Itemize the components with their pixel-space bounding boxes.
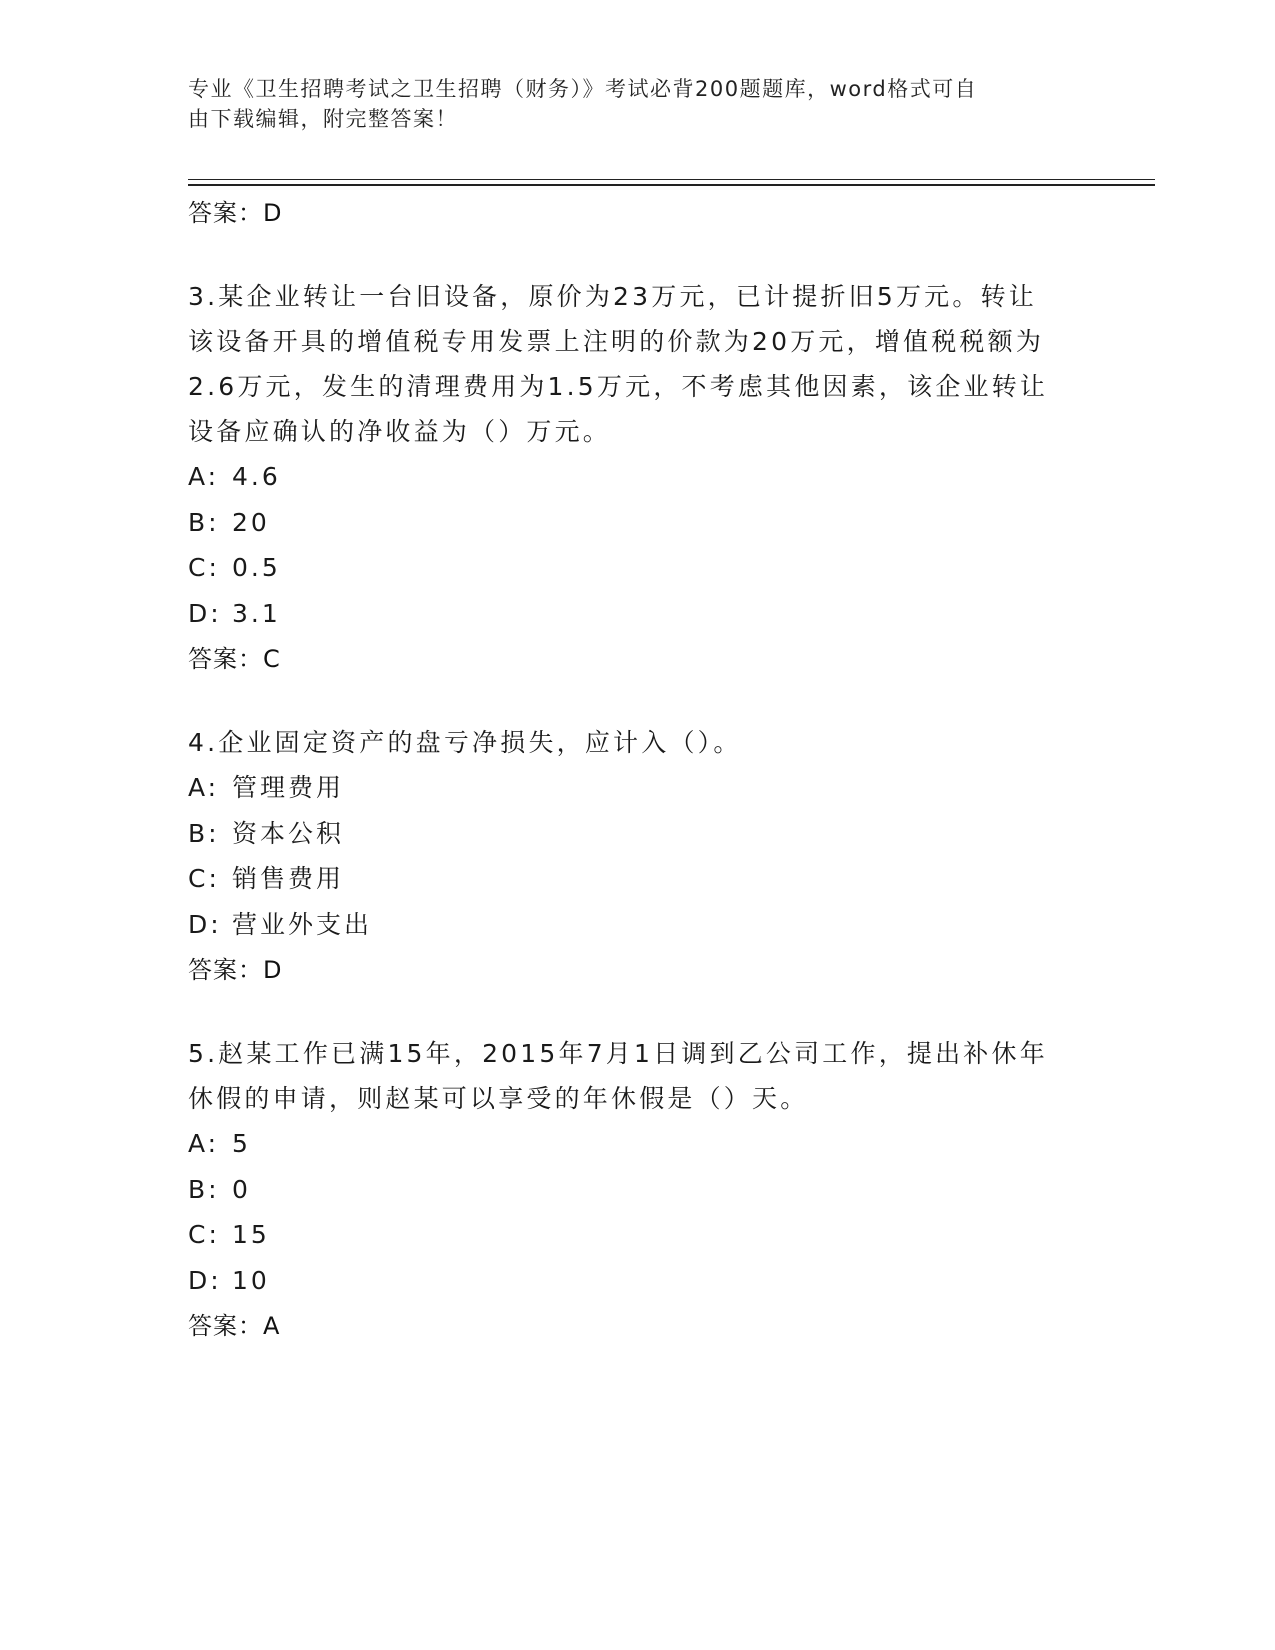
header-divider-thin: [188, 179, 1155, 180]
option-text: 资本公积: [232, 818, 345, 848]
answer-line: 答案：D: [188, 199, 283, 227]
option-d: [188, 591, 1088, 637]
option-text: 10: [232, 1265, 270, 1295]
option-text: 管理费用: [232, 773, 345, 802]
option-d: [188, 902, 1088, 948]
option-b: [188, 811, 1088, 857]
question-text-line: 设备应确认的净收益为（）万元。: [188, 417, 612, 446]
option-key: A:: [188, 1129, 220, 1158]
option-key: D:: [188, 1265, 222, 1295]
question-text-line: 休假的申请，则赵某可以享受的年休假是（）天。: [188, 1084, 809, 1113]
answer-line: 答案：C: [188, 645, 281, 673]
option-text: 20: [232, 507, 270, 537]
option-key: D:: [188, 909, 222, 939]
option-b: [188, 500, 1088, 546]
option-key: B:: [188, 1174, 220, 1204]
question-block: [188, 274, 1088, 682]
option-a: [188, 454, 1088, 500]
option-text: 0.5: [232, 553, 281, 582]
option-key: C:: [188, 1220, 220, 1249]
option-text: 4.6: [232, 462, 281, 491]
option-key: D:: [188, 598, 222, 628]
question-block: [188, 720, 1088, 993]
option-text: 3.1: [232, 598, 281, 628]
option-a: [188, 765, 1088, 811]
question-text-line: 2.6万元，发生的清理费用为1.5万元，不考虑其他因素，该企业转让: [188, 372, 1049, 401]
option-text: 5: [232, 1129, 251, 1158]
option-text: 0: [232, 1174, 251, 1204]
question-text-line: 4.企业固定资产的盘亏净损失，应计入（）。: [188, 728, 742, 757]
option-d: [188, 1258, 1088, 1304]
option-key: A:: [188, 773, 220, 802]
document-header: [188, 74, 1068, 134]
option-c: [188, 1212, 1088, 1258]
answer-line: 答案：A: [188, 1312, 281, 1340]
answer-line: 答案：D: [188, 956, 283, 984]
question-list: [188, 190, 1088, 1349]
header-line-2: 由下载编辑，附完整答案！: [188, 107, 458, 131]
option-c: [188, 545, 1088, 591]
option-key: C:: [188, 553, 220, 582]
question-text-line: 该设备开具的增值税专用发票上注明的价款为20万元，增值税税额为: [188, 327, 1045, 356]
question-text-line: 3.某企业转让一台旧设备，原价为23万元，已计提折旧5万元。转让: [188, 282, 1037, 311]
question-text-line: 5.赵某工作已满15年，2015年7月1日调到乙公司工作，提出补休年: [188, 1039, 1048, 1068]
option-c: [188, 856, 1088, 902]
option-text: 15: [232, 1220, 270, 1249]
option-text: 销售费用: [232, 864, 345, 893]
option-key: C:: [188, 864, 220, 893]
header-line-1: 专业《卫生招聘考试之卫生招聘（财务）》考试必背200题题库，word格式可自: [188, 77, 978, 101]
option-a: [188, 1121, 1088, 1167]
option-text: 营业外支出: [232, 909, 373, 939]
option-b: [188, 1167, 1088, 1213]
option-key: B:: [188, 818, 220, 848]
option-key: A:: [188, 462, 220, 491]
header-divider-thick: [188, 184, 1155, 186]
question-block: [188, 1031, 1088, 1349]
option-key: B:: [188, 507, 220, 537]
